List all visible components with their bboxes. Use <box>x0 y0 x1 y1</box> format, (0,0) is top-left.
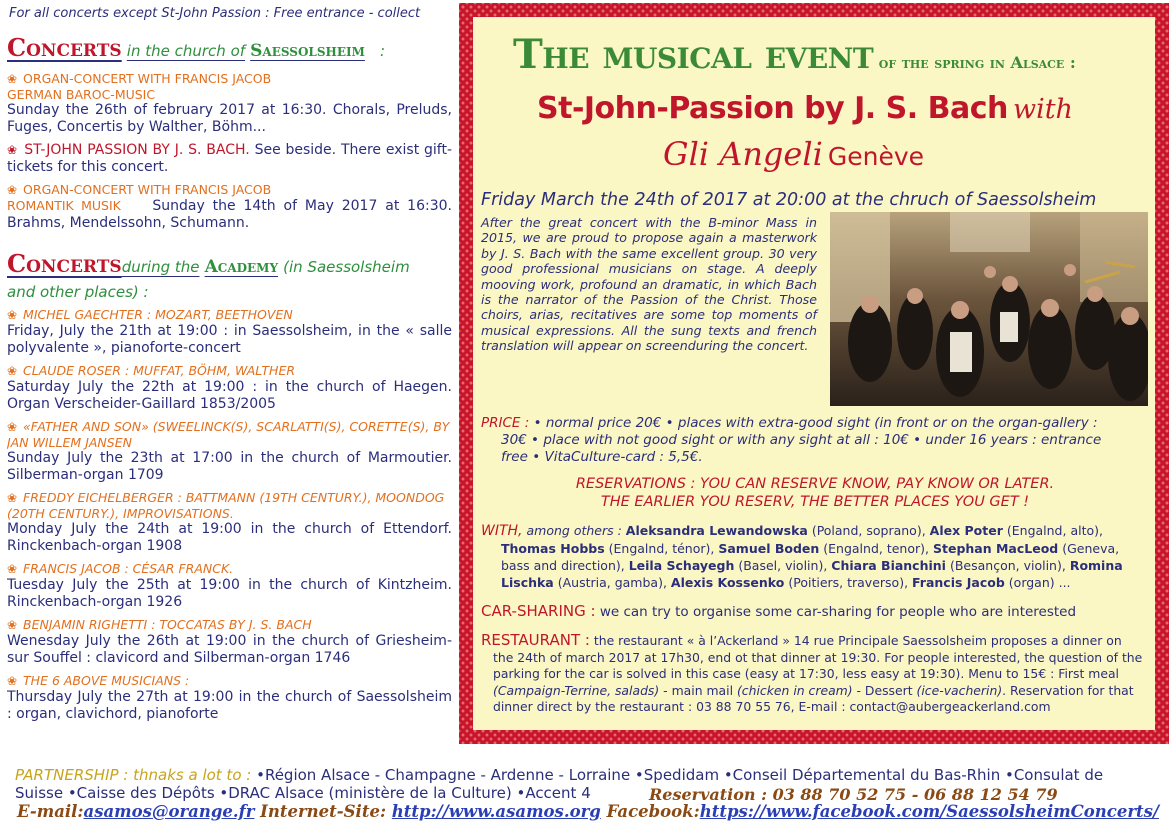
concert-item-body: Tuesday July the 25th at 19:00 in the church of Kintzheim. Rinckenbach-organ 1926 <box>7 577 452 610</box>
musician-info: (Besançon, violin), <box>949 558 1066 573</box>
concert-item-head: ❀ ST-JOHN PASSION BY J. S. BACH. <box>7 142 250 158</box>
concert-item <box>7 71 452 136</box>
concert-item <box>7 561 452 611</box>
musician-info: (Poland, soprano), <box>811 523 926 538</box>
concert-item-head: ❀ BENJAMIN RIGHETTI : TOCCATAS BY J. S. BACH <box>7 617 312 632</box>
restaurant-label: RESTAURANT : <box>481 631 590 649</box>
concert-item <box>7 617 452 667</box>
musician-name: Thomas Hobbs <box>501 541 605 556</box>
price-line: 30€ • place with not good sight or with any sight at all : 10€ • under 16 years : entrance <box>501 432 1102 448</box>
section-subtitle: and other places) : <box>7 283 149 301</box>
concert-item-head: ❀ «FATHER AND SON» (SWEELINCK(S), SCARLATTI(S), CORETTE(S), BY JAN WILLEM JANSEN <box>7 419 450 450</box>
musician-info: (Engalnd, tenor), <box>823 541 929 556</box>
musician-name: Stephan MacLeod <box>932 541 1059 556</box>
with-among: among others : <box>526 523 622 538</box>
poster-ensemble-city: Genève <box>827 142 925 171</box>
concert-item-body: Saturday July the 22th at 19:00 : in the church of Haegen. Organ Verscheider-Gaillard 1853/2005 <box>7 379 452 412</box>
musician-info: (Austria, gamba), <box>557 575 667 590</box>
musician-name: Francis Jacob <box>912 575 1005 590</box>
section-title-word: Concerts <box>7 33 122 62</box>
car-sharing-text: we can try to organise some car-sharing for people who are interested <box>595 604 1077 620</box>
concert-item <box>7 142 452 176</box>
poster-with: with <box>1012 94 1073 125</box>
concert-item-body: Thursday July the 27th at 19:00 in the church of Saessolsheim : organ, clavichord, pianoforte <box>7 689 452 722</box>
poster-title-suffix: of the spring in Alsace : <box>878 53 1076 72</box>
concert-item <box>7 419 452 484</box>
partnership-line: Suisse •Caisse des Dépôts •DRAC Alsace (ministère de la Culture) •Accent 4 <box>15 784 591 802</box>
concert-item <box>7 490 452 555</box>
section-title-place: Academy <box>204 257 279 277</box>
concert-item <box>7 673 452 723</box>
musician-info: (Poitiers, traverso), <box>788 575 909 590</box>
musician-name: Alexis Kossenko <box>670 575 785 590</box>
section-title-after: (in Saessolsheim <box>283 258 410 276</box>
concert-item-body: Monday July the 24th at 19:00 in the church of Ettendorf. Rinckenbach-organ 1908 <box>7 521 452 554</box>
section-title-academy-concerts <box>7 250 452 281</box>
poster-work-title: St-John-Passion by J. S. Bach <box>537 91 1008 126</box>
flower-icon: ❀ <box>7 491 18 505</box>
event-poster-panel <box>473 17 1155 730</box>
concert-item-body: ROMANTIK MUSIK Sunday the 14th of May 2017 at 16:30. Brahms, Mendelssohn, Schumann. <box>7 198 452 231</box>
restaurant-line: parking for the car is solved in this case (easy at 17:30, less easy at 19:30). Menu to 15€ : First meal <box>493 666 1119 681</box>
ensemble-photo <box>830 212 1148 406</box>
section-title-middle: during the <box>121 258 200 276</box>
concert-item <box>7 363 452 413</box>
musician-name: Samuel Boden <box>718 541 820 556</box>
poster-ensemble: Gli Angeli <box>663 135 823 173</box>
flower-icon: ❀ <box>7 308 18 322</box>
flower-icon: ❀ <box>7 618 18 632</box>
concert-list-column <box>7 6 452 762</box>
musician-name: Alex Poter <box>929 523 1003 538</box>
concert-item-head: ❀ ORGAN-CONCERT WITH FRANCIS JACOB <box>7 182 272 197</box>
concert-item-head: ❀ MICHEL GAECHTER : MOZART, BEETHOVEN <box>7 307 293 322</box>
partnership-line: •Région Alsace - Champagne - Ardenne - Lorraine •Spedidam •Conseil Départemental du Bas-Rhin •Consulat de <box>251 766 1104 784</box>
price-label: PRICE : <box>481 415 530 431</box>
musician-name: Aleksandra Lewandowska <box>625 523 808 538</box>
concert-item-head: ❀ THE 6 ABOVE MUSICIANS : <box>7 673 190 688</box>
concert-item-head: ❀ ORGAN-CONCERT WITH FRANCIS JACOB <box>7 71 272 86</box>
flower-icon: ❀ <box>7 364 18 378</box>
car-sharing-label: CAR-SHARING : <box>481 602 596 620</box>
poster-title-line2 <box>537 91 1073 126</box>
musician-name: Chiara Bianchini <box>831 558 946 573</box>
price-line: • normal price 20€ • places with extra-good sight (in front or on the organ-gallery : <box>529 415 1098 431</box>
flower-icon: ❀ <box>7 562 18 576</box>
contact-line <box>17 802 1167 821</box>
website-link[interactable]: http://www.asamos.org <box>391 802 601 821</box>
restaurant-block <box>481 632 1149 716</box>
concert-item-head: ❀ CLAUDE ROSER : MUFFAT, BÖHM, WALTHER <box>7 363 296 378</box>
musicians-block <box>481 522 1149 591</box>
reservation-notice <box>481 475 1149 511</box>
flower-icon: ❀ <box>7 72 18 86</box>
reservation-phones: Reservation : 03 88 70 52 75 - 06 88 12 54 79 <box>649 785 1058 804</box>
section-title-middle: in the church of <box>126 42 246 60</box>
site-label: Internet-Site: <box>254 802 387 821</box>
concert-item <box>7 307 452 357</box>
musician-info: (organ) ... <box>1008 575 1071 590</box>
event-dateline: Friday March the 24th of 2017 at 20:00 at the chruch of Saessolsheim <box>481 190 1097 210</box>
facebook-label: Facebook: <box>600 802 700 821</box>
concert-item-head: ❀ FREDDY EICHELBERGER : BATTMANN (19TH CENTURY.), MOONDOG (20TH CENTURY.), IMPROVISATIONS. <box>7 490 445 521</box>
flower-icon: ❀ <box>7 420 18 434</box>
concert-item-body: Wenesday July the 26th at 19:00 in the church of Griesheim-sur Souffel : clavicord and Silberman-organ 1746 <box>7 633 452 666</box>
section-title-place: Saessolsheim <box>250 41 365 61</box>
restaurant-line: dinner direct by the restaurant : 03 88 70 55 76, E-mail : contact@aubergeackerland.com <box>493 699 1051 714</box>
section-title-colon: : <box>379 42 386 60</box>
with-label: WITH, <box>481 523 523 539</box>
poster-title-line3 <box>663 135 924 173</box>
flower-icon: ❀ <box>7 674 18 688</box>
musicians-continued <box>481 540 1149 591</box>
restaurant-menu-line: (Campaign-Terrine, salads) - main mail (chicken in cream) - Dessert (ice-vacherin). Reservation for that <box>493 682 1134 698</box>
concert-item-subhead: GERMAN BAROC-MUSIC <box>7 87 156 102</box>
flower-icon: ❀ <box>7 183 18 197</box>
price-line: free • VitaCulture-card : 5,5€. <box>501 449 703 465</box>
ensemble-photo-image <box>830 212 1148 406</box>
restaurant-line: the 24th of march 2017 at 17h30, end ot that dinner at 19:30. For people interested, the question of the <box>493 649 1143 665</box>
concert-item-body: Sunday the 26th of february 2017 at 16:30. Chorals, Preluds, Fuges, Concertis by Walther, Böhm... <box>7 102 452 135</box>
musician-info: (Engalnd, alto), <box>1006 523 1103 538</box>
concert-item-body: Friday, July the 21th at 19:00 : in Saessolsheim, in the « salle polyvalente », pianoforte-concert <box>7 323 452 356</box>
section-title-word: Concerts <box>7 249 122 278</box>
facebook-link[interactable]: https://www.facebook.com/SaessolsheimConcerts/ <box>699 802 1159 821</box>
section-title-church-concerts <box>7 34 452 65</box>
event-poster-frame <box>459 3 1169 744</box>
poster-title-line1 <box>513 31 1076 78</box>
restaurant-line: the restaurant « à l’Ackerland » 14 rue Principale Saessolsheim proposes a dinner on <box>589 633 1122 648</box>
musician-info: (Basel, violin), <box>738 558 828 573</box>
event-intro-text: After the great concert with the B-minor Mass in 2015, we are proud to propose again a masterwork by J. S. Bach with the same excellent group. 30 very good professional musicians on stage. A deeply mooving work, profound an dramatic, in which Bach is the narrator of the Passion of the Christ. Those choirs, arias, recitatives are some top moments of musical expressions. All the sung texts and french translation will appear on screenduring the concert. <box>481 215 817 354</box>
entrance-note: For all concerts except St-John Passion : Free entrance - collect <box>9 6 421 21</box>
musician-info: (Geneva, bass and direction), <box>501 541 1120 573</box>
price-block <box>481 415 1149 466</box>
flower-icon: ❀ <box>7 143 18 157</box>
car-sharing-block <box>481 603 1149 621</box>
concert-item-body: ❀ ST-JOHN PASSION BY J. S. BACH. See beside. There exist gift-tickets for this concert. <box>7 142 452 175</box>
poster-title-main: The musical event <box>513 31 874 78</box>
musician-name: Romina Lischka <box>501 558 1123 590</box>
partnership-label: PARTNERSHIP : thnaks a lot to : <box>15 766 252 784</box>
musician-info: (Engalnd, ténor), <box>608 541 715 556</box>
email-label: E-mail: <box>17 802 84 821</box>
reservation-line: RESERVATIONS : YOU CAN RESERVE KNOW, PAY KNOW OR LATER. <box>575 476 1055 492</box>
email-link[interactable]: asamos@orange.fr <box>83 802 255 821</box>
musician-name: Leila Schayegh <box>628 558 735 573</box>
concert-item-body: Sunday July the 23th at 17:00 in the church of Marmoutier. Silberman-organ 1709 <box>7 450 452 483</box>
reservation-line: THE EARLIER YOU RESERV, THE BETTER PLACES YOU GET ! <box>600 494 1030 510</box>
concert-item-head: ❀ FRANCIS JACOB : CÉSAR FRANCK. <box>7 561 234 576</box>
concert-item <box>7 182 452 232</box>
